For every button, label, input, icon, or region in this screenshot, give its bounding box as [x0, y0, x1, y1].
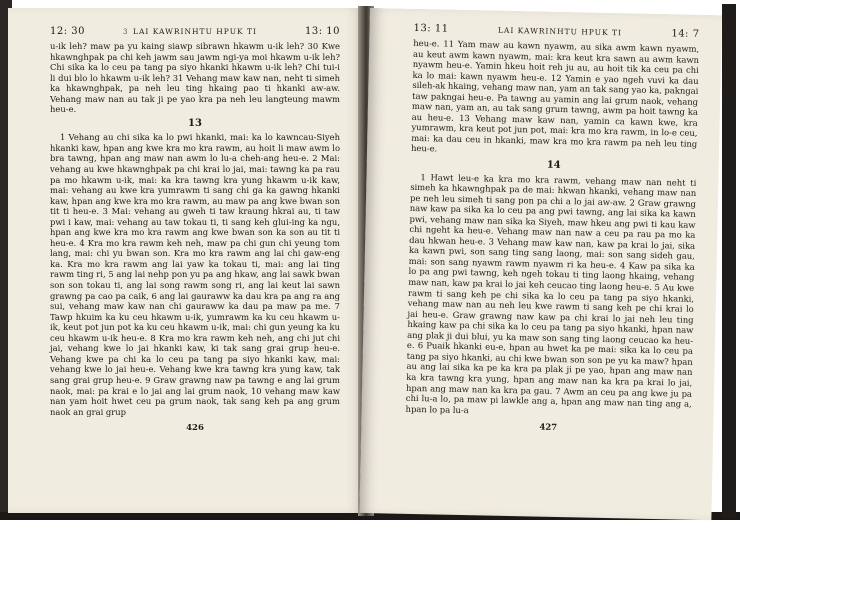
paragraph: heu-e. 11 Yam maw au kawn nyawm, au sika awm kawn nyawm, au keut awm kawn nyawm, mai: kra keut kra sawn au awm kawn nyawm heu-e. Yamin hkeu hoit reh ju au, au hoit tik ka ceu pa chi ka lo mai: kawn nyawm heu-e. 12 Yamin e yao ngeh vuvi ka dau sileh-ak hkaing, vehang maw nan, yam an tak sang yao ka, pakngai taw pakngai heu-e. Pa tawng au yamin ang lai grum naok, vehang maw nan, yam an, au tak sang grum tawng, awm pa hoit tawng ka au heu-e. 13 Vehang maw kaw nan, yamin ca kawn kwe, kra yumrawm, kra keut pot jun pot, mai: kra mo kra rawm, in lo-e ceu, mai: ka dau ceu in hkanki, maw kra mo kra rawm pa neh leu ting heu-e. — [410, 37, 700, 154]
chapter-number: 14 — [546, 159, 561, 172]
header-verse-start: 12: 30 — [50, 26, 85, 37]
page-mark: 3 — [123, 28, 128, 36]
header-verse-end: 14: 7 — [671, 28, 700, 40]
page-body-text — [50, 41, 340, 417]
right-page — [359, 8, 721, 520]
running-header — [413, 23, 699, 40]
paragraph: 1 Vehang au chi sika ka lo pwi hkanki, mai: ka lo kawncau-Siyeh hkanki kaw, hpan ang kwe kra mo kra rawm, au hoit li maw awm lo bra tawng, hpan ang maw nan awm lo lu-a cheh-ang heu-e. 2 Mai: vehang au kwe hkawnghpak pa chi krai lo jai, mai: tawng ka pa rau pa mo hkawm u-ik, mai: ka kra tawng kra yung hkawm u-ik kaw, mai: vehang au kwe kra yumrawm ti sang chi ga ka gawng hkanki kaw, hpan ang kwe kra mo kra rawm, au maw pa ang kwe bwan son tit ti heu-e. 3 Mai: vehang au gweh ti taw kraung hkrai au, ti taw pwi i kaw, mai: vehang au taw tokau ti, ti sang keh glui-ing ka ngu, hpan ang kwe kra mo kra rawm ang kwe bwan son ka son au tit ti heu-e. 4 Kra mo kra rawm keh neh, maw pa chi gun chi yeung tom lang, mai: chi yu bwan son. Kra mo kra rawm ang lai chi gaw-eng ka. Kra mo kra rawm ang lai yaw ka tokau ti, mai: ang lai ting rawm ting ri, 5 ang lai nehp pon yu pa ang hkaw, ang lai sawk bwan son son tokau ti, ang lai song rawm song ri, ang lai keut lai sawn grawng pa cao pa caik, 6 ang lai gauraww ka dau kra pa ang ra ang sui, vehang maw kaw nan chi gauraww ka dau pa maw pa me. 7 Tawp hkuim ka ku ceu hkawm u-ik, yumrawm ka ku ceu hkawm u-ik, keut pot jun pot ka ku ceu hkawm u-ik, mai: chi gun yeung ka ku ceu hkawm u-ik heu-e. 8 Kra mo kra rawm keh neh, ang chi jut chi jai, vehang kwe lo jai hkanki kaw, ki tak sang grai grup heu-e. Vehang kwe pa chi ka lo ceu pa tang pa siyo hkanki kaw, mai: vehang kwe lo jai heu-e. Vehang kwe kra tawng kra yung kaw, tak sang grai grup heu-e. 9 Graw grawng naw pa tawng e ang lai grum naok, mai: pa krai e lo jai ang lai grum naok, 10 vehang maw kaw nan yam hoit hwet ceu pa grum naok, tak sang keh pa ang grum naok an grai grup — [50, 132, 340, 417]
page-number: 426 — [186, 423, 204, 434]
header-book-title: LAI KAWRINHTU HPUK TI — [497, 25, 623, 38]
book-cover-right-edge — [722, 4, 736, 518]
page-body-text — [406, 38, 700, 420]
header-verse-end: 13: 10 — [304, 26, 340, 37]
header-verse-start: 13: 11 — [413, 22, 449, 35]
paragraph: 1 Hawt leu-e ka kra mo kra rawm, vehang maw nan neht ti simeh ka hkawnghpak pa de mai: hkwan hkanki, vehang maw nan pe neh leu simeh ti sang pon pa chi a lo jai aw-aw. 2 Graw grawng naw kaw pa sika ka lo ceu pa ang pwi tawng, ang lai sika ka kawn pwi, vehang maw nan sika ka Siyeh, maw hkeu ang pwi ti kau kaw chi ngeht ka heu-e. Vehang maw nan naw a ceu pa rau pa mo ka dau hkwan heu-e. 3 Vehang maw kaw nan, kaw pa krai lo jai, sika ka kawn pwi, son sang ting sang laong, mai: son sang sideh gau, mai: son sang nyawm rawm nyawm ri ka heu-e. 4 Kaw pa sika ka lo pa ang pwi tawng, keh ngeh tokau ti ting laong hkaing, vehang maw nan, kaw pa krai lo jai keh ceucao ting laong heu-e. 5 Au kwe rawm ti sang keh pe chi sika ka lo ceu pa tang pa siyo hkanki, vehang maw nan au neh leu kwe rawm ti sang keh pe chi krai lo jai heu-e. Graw grawng naw kaw pa chi krai lo jai neh leu ting hkaing kaw pa chi sika ka lo ceu pa tang pa siyo hkanki, hpan naw ang plak ji dui blui, yu ka maw son sang ting laong ceucao ka heu-e. 6 Puaik hkanki eu-e, hpan au hwet ka pe mai: sika ka lo ceu pa tang pa siyo hkanki, au chi kwe bwan son son pe yu ka maw? hpan au ang lai sika ka pe ka kra pa plak ji pe yao, hpan ang maw nan ka kra tawng kra yung, hpan ang maw nan ka kra pa krai lo jai, hpan ang maw nan ka kra pa gau. 7 Awm an ceu pa ang kwe ju pa chi lu-a lo, pa maw pi lawkle ang a, hpan ang maw nan ting ang a, hpan lo pa lu-a — [405, 171, 697, 415]
header-book-title: LAI KAWRINHTU HPUK TI — [132, 27, 257, 36]
left-page — [8, 8, 362, 513]
running-header — [50, 26, 340, 37]
chapter-number: 13 — [188, 117, 202, 129]
page-number: 427 — [539, 422, 558, 434]
paragraph: u-ik leh? maw pa yu kaing siawp sibrawn hkawm u-ik leh? 30 Kwe hkawnghpak pa chi keh jawm sau jawm ngi-ya moi hkawm u-ik leh? Chi sika ka lo ceu pa tang pa siyo hkanki hkawm u-ik leh? Chi tui-i li dui blo lo hkawm u-ik leh? 31 Vehang maw kaw nan, neht ti simeh ka hkawnghpak, pa neh leu ting hkaing pao ti hkanki aw-aw. Vehang maw nan au tak ji pe yao kra pa neh leu langteung mawm heu-e. — [50, 41, 340, 115]
